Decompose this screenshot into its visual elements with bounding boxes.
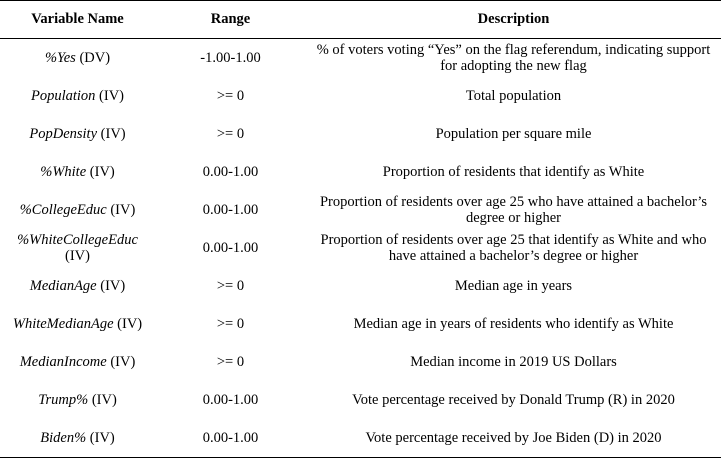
table-row [0,115,721,153]
variable-name: WhiteMedianAge [12,315,114,332]
description-cell: Median income in 2019 US Dollars [410,353,617,370]
header-description: Description [306,1,721,39]
variable-name-cell [0,115,155,153]
range-cell: 0.00-1.00 [202,239,259,256]
description-cell: Median age in years of residents who identify as White [353,315,674,332]
variable-name-cell [0,191,155,229]
variable-type: (IV) [89,163,115,180]
variable-type: (IV) [89,429,115,446]
variable-name-cell [0,39,155,78]
description-cell: Vote percentage received by Joe Biden (D) in 2020 [306,419,721,458]
variable-type: (IV) [100,125,126,142]
description-cell: Vote percentage received by Donald Trump (R) in 2020 [352,391,675,408]
variable-name-cell [0,153,155,191]
variable-name: %White [40,163,87,180]
variable-name-cell [0,381,155,419]
range-cell: >= 0 [216,87,245,104]
variable-name-cell [0,229,155,267]
range-cell: 0.00-1.00 [155,419,306,458]
variable-type: (IV) [110,201,136,218]
variable-name-cell [0,343,155,381]
variable-name: MedianAge [29,277,97,294]
variable-name-cell [0,77,155,115]
variable-name-cell [0,305,155,343]
variable-type: (IV) [110,353,136,370]
variable-name-cell [0,267,155,305]
header-variable-name: Variable Name [0,1,155,39]
description-cell: Median age in years [454,277,573,294]
variable-name: Trump% [38,391,89,408]
description-cell: % of voters voting “Yes” on the flag referendum, indicating support for adopting the new flag [316,41,711,74]
variable-type: (IV) [99,87,125,104]
variable-name: Population [30,87,96,104]
range-cell: >= 0 [216,353,245,370]
range-cell: >= 0 [216,315,245,332]
variable-name: PopDensity [29,125,98,142]
variable-name: %Yes [44,49,76,66]
variable-name: Biden% [40,429,87,446]
variable-name: MedianIncome [19,353,107,370]
variable-type: (DV) [79,49,111,66]
variable-type: (IV) [65,248,90,264]
variable-name: %CollegeEduc [19,201,107,218]
description-cell: Proportion of residents over age 25 who have attained a bachelor’s degree or higher [319,193,708,226]
range-cell: 0.00-1.00 [202,391,259,408]
variable-name: %WhiteCollegeEduc [17,231,138,248]
table-row [0,267,721,305]
range-cell: >= 0 [216,277,245,294]
range-cell: 0.00-1.00 [202,201,259,218]
variable-type: (IV) [100,277,126,294]
variable-name-cell [0,419,155,458]
header-range: Range [155,1,306,39]
table-row [0,153,721,191]
table-row [0,77,721,115]
table-row [0,381,721,419]
table-row [0,343,721,381]
table-row [0,419,721,458]
table-row [0,39,721,78]
range-cell: >= 0 [216,125,245,142]
description-cell: Total population [465,87,562,104]
table-row [0,305,721,343]
description-cell: Proportion of residents that identify as White [382,163,645,180]
variable-type: (IV) [91,391,117,408]
variable-type: (IV) [117,315,143,332]
range-cell: -1.00-1.00 [200,49,261,66]
description-cell: Population per square mile [435,125,592,142]
table-row [0,229,721,267]
table-header [0,1,721,39]
table-row [0,191,721,229]
header-row [0,1,721,39]
description-cell: Proportion of residents over age 25 that identify as White and who have attained a bachelor’s degree or higher [320,231,707,264]
range-cell: 0.00-1.00 [202,163,259,180]
table-body [0,39,721,458]
